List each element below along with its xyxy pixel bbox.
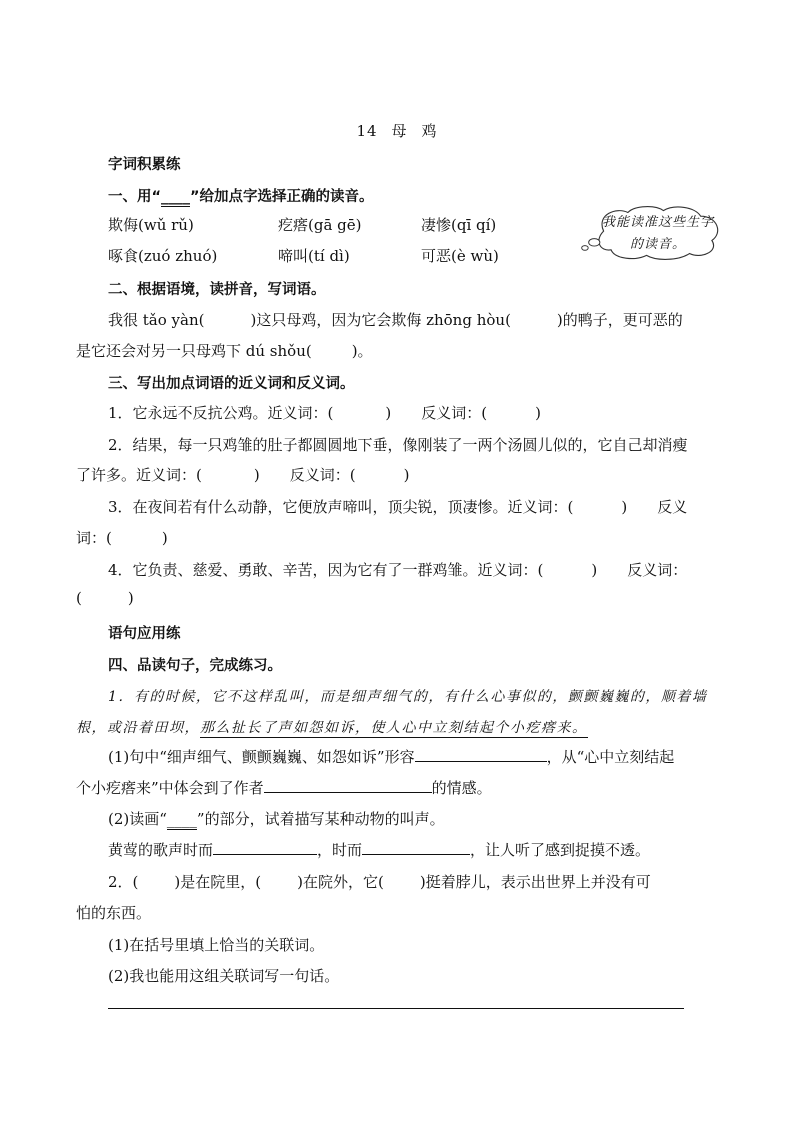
q3-s3-d: 词：( <box>76 529 112 547</box>
q4-sub1-c: 个小疙瘩来”中体会到了作者 <box>76 779 264 797</box>
q2-line-2 <box>76 340 373 361</box>
q3-s4-a: 4．它负责、慈爱、勇敢、辛苦，因为它有了一群鸡雏。近义词：( <box>108 561 544 579</box>
q3-s1-d: ) <box>535 404 541 422</box>
q3-s1-a: 1．它永远不反抗公鸡。近义词：( <box>108 404 334 422</box>
q3-sentence-3-line-1 <box>108 496 687 517</box>
q1-heading-blank: ____ <box>161 189 191 205</box>
q3-s1-c: 反义词：( <box>421 404 488 422</box>
q4-sub1-b: ，从“心中立刻结起 <box>546 748 675 766</box>
q4-p2-d: )挺着脖儿，表示出世界上并没有可 <box>419 873 651 891</box>
q3-s2-a: 了许多。近义词：( <box>76 466 202 484</box>
q1-heading <box>108 185 374 206</box>
q3-sentence-1 <box>108 402 541 423</box>
q1-item-1: 欺侮(wǔ rǔ) <box>108 216 194 234</box>
title-word-1: 母 <box>391 122 408 140</box>
oriole-sentence <box>108 839 650 860</box>
q3-s4-c: 反义词： <box>627 561 688 579</box>
part2-heading: 语句应用练 <box>108 626 181 642</box>
q4-passage-line-1: 1．有的时候，它不这样乱叫，而是细声细气的，有什么心事似的，颤颤巍巍的，顺着墙 <box>108 689 708 705</box>
answer-blank[interactable] <box>415 747 547 762</box>
q3-s1-b: ) <box>385 404 392 422</box>
q1-item-6: 可恶(è wù) <box>421 247 499 265</box>
title-word-2: 鸡 <box>421 122 438 140</box>
q2-line2-a: 是它还会对另一只母鸡下 dú shǒu( <box>76 342 312 360</box>
q4-p2-a: 2．( <box>108 873 139 891</box>
oriole-b: ，时而 <box>317 841 363 859</box>
oriole-a: 黄莺的歌声时而 <box>108 841 214 859</box>
q4-sub1-line-2 <box>76 777 492 798</box>
q4-passage-2-line-1 <box>108 871 651 892</box>
answer-blank[interactable] <box>213 840 317 855</box>
q1-item-2: 疙瘩(gā gē) <box>278 216 362 234</box>
answer-blank[interactable] <box>362 840 470 855</box>
q3-heading: 三、写出加点词语的近义词和反义词。 <box>108 376 355 392</box>
q4-sub2-blank: ____ <box>166 810 197 828</box>
q2-heading: 二、根据语境，读拼音，写词语。 <box>108 282 326 298</box>
q3-sentence-4-line-1 <box>108 559 687 580</box>
q3-sentence-2-line-2 <box>76 464 409 485</box>
part1-heading: 字词积累练 <box>108 157 181 173</box>
q2-line-1 <box>108 309 683 330</box>
q3-s4-e: ) <box>127 589 134 607</box>
q3-s4-d: ( <box>76 589 82 607</box>
q4-sub2-a: (2)读画“ <box>108 810 167 828</box>
q4-sub1-d: 的情感。 <box>431 779 492 797</box>
q1-heading-b: ”给加点字选择正确的读音。 <box>190 189 374 205</box>
answer-blank[interactable] <box>264 778 432 793</box>
q2-line1-b: )这只母鸡，因为它会欺侮 zhōng hòu( <box>250 311 511 329</box>
q3-s3-b: ) <box>621 498 628 516</box>
q4-heading: 四、品读句子，完成练习。 <box>108 658 282 674</box>
lesson-title <box>0 120 794 141</box>
writing-line[interactable] <box>108 1008 684 1009</box>
q4-p1-a: 根，或沿着田坝， <box>76 720 200 736</box>
bubble-text: 我能读准这些生字的读音。 <box>601 215 714 252</box>
q3-s2-d: ) <box>403 466 410 484</box>
q3-sentence-4-line-2 <box>76 589 134 607</box>
q2-line2-b: )。 <box>351 342 373 360</box>
q4-passage-line-2 <box>76 717 588 737</box>
q3-s3-a: 3．在夜间若有什么动静，它便放声啼叫，顶尖锐，顶凄惨。近义词：( <box>108 498 574 516</box>
q1-item-4: 啄食(zuó zhuó) <box>108 247 218 265</box>
underlined-passage: 那么扯长了声如怨如诉，使人心中立刻结起个小疙瘩来。 <box>200 720 588 736</box>
oriole-c: ，让人听了感到捉摸不透。 <box>470 841 651 859</box>
q3-s3-c: 反义 <box>657 498 688 516</box>
q4-p2-b: )是在院里，( <box>174 873 262 891</box>
q4-sub2-b: ”的部分，试着描写某种动物的叫声。 <box>196 810 445 828</box>
q1-heading-a: 一、用“ <box>108 189 162 205</box>
q4-sub2 <box>108 808 445 829</box>
q1-item-3: 凄惨(qī qí) <box>421 216 497 234</box>
q4-p2-sub2: (2)我也能用这组关联词写一句话。 <box>108 967 340 985</box>
q4-sub1-a: (1)句中“细声细气、颤颤巍巍、如怨如诉”形容 <box>108 748 415 766</box>
lesson-number: 14 <box>356 122 378 140</box>
q3-sentence-3-line-2 <box>76 527 168 548</box>
q3-s3-e: ) <box>161 529 168 547</box>
q3-s2-c: 反义词：( <box>289 466 356 484</box>
q4-p2-sub1: (1)在括号里填上恰当的关联词。 <box>108 936 325 954</box>
q4-sub1-line-1 <box>108 746 674 767</box>
q3-s4-b: ) <box>591 561 598 579</box>
q2-line1-a: 我很 tǎo yàn( <box>108 311 205 329</box>
q1-item-5: 啼叫(tí dì) <box>278 247 350 265</box>
q3-s2-b: ) <box>253 466 260 484</box>
q4-p2-c: )在院外，它( <box>297 873 384 891</box>
q2-line1-c: )的鸭子，更可恶的 <box>556 311 683 329</box>
q3-sentence-2-line-1: 2．结果，每一只鸡雏的肚子都圆圆地下垂，像刚装了一两个汤圆儿似的，它自己却消瘦 <box>108 436 688 454</box>
q4-passage-2-line-2: 怕的东西。 <box>76 904 152 922</box>
